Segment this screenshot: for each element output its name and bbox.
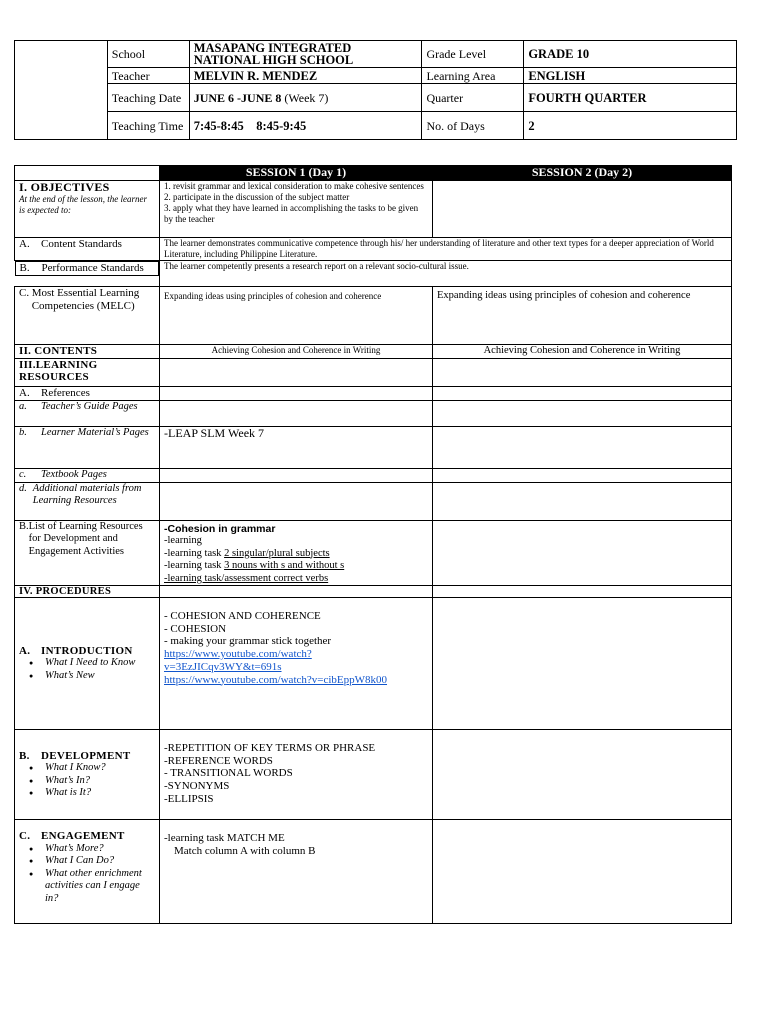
learner-material-label: b. Learner Material’s Pages: [15, 426, 160, 468]
bullet-item: ● What I Can Do?: [19, 855, 155, 868]
bullet-item: ● What’s In?: [19, 775, 155, 788]
resources-day1: [160, 358, 433, 386]
school-value: MASAPANG INTEGRATED NATIONAL HIGH SCHOOL: [189, 41, 422, 68]
intro-line: - COHESION AND COHERENCE: [164, 610, 321, 622]
eng-line: Match column A with column B: [174, 844, 316, 857]
melc-label: C. Most Essential Learning Competencies (MELC): [15, 287, 160, 345]
youtube-link-1[interactable]: https://www.youtube.com/watch? v=3EzJICqv3WY&t=691s: [164, 648, 312, 673]
introduction-bullets: [19, 657, 155, 682]
bullet-item: ● What I Know?: [19, 762, 155, 775]
bullet-item: ● What’s New: [19, 670, 155, 683]
bullet-item: ● What other enrichment activities can I engage in?: [19, 868, 155, 906]
intro-line: - making your grammar stick together: [164, 635, 332, 648]
objective-item: 3. apply what they have learned in accomplishing the tasks to be given by the teacher: [164, 203, 419, 224]
development-bullets: [19, 762, 155, 800]
teachers-guide-day2: [433, 400, 732, 426]
introduction-day1: [160, 598, 433, 730]
textbook-label: c. Textbook Pages: [15, 468, 160, 482]
intro-line: - COHESION: [164, 622, 227, 635]
resources-day2: [433, 358, 732, 386]
development-day1: [160, 730, 433, 820]
teaching-date-range: JUNE 6 -JUNE 8: [193, 90, 282, 105]
procedures-day2: [433, 586, 732, 598]
list-line: -learning: [164, 535, 202, 546]
youtube-link-2[interactable]: https://www.youtube.com/watch?v=cibEppW8k00: [164, 673, 388, 686]
references-day1: [160, 386, 433, 400]
dev-line: - TRANSITIONAL WORDS: [164, 767, 293, 780]
list-heading: -Cohesion in grammar: [164, 522, 276, 535]
objectives-day2: [433, 181, 732, 238]
list-line: -learning task/assessment correct verbs: [164, 572, 329, 584]
list-resources-label: B. List of Learning Resources for Development and Engagement Activities: [15, 520, 160, 586]
content-standards-label: A. Content Standards: [15, 238, 160, 261]
contents-day2: Achieving Cohesion and Coherence in Writing: [433, 345, 732, 359]
references-label: A. References: [15, 386, 160, 400]
development-label: B. DEVELOPMENT: [19, 749, 131, 762]
dev-line: -ELLIPSIS: [164, 792, 214, 805]
teacher-label: Teacher: [107, 68, 189, 84]
teaching-time-value: 7:45-8:45 8:45-9:45: [189, 112, 422, 140]
development-label-cell: [15, 730, 160, 820]
teaching-date-value: [189, 84, 422, 112]
teaching-date-label: Teaching Date: [107, 84, 189, 112]
additional-materials-day2: [433, 482, 732, 520]
teachers-guide-label: a. Teacher’s Guide Pages: [15, 400, 160, 426]
engagement-day1: [160, 820, 433, 924]
school-label: School: [107, 41, 189, 68]
objectives-day1: [160, 181, 433, 238]
list-line: -learning task 3 nouns with s and without s: [164, 560, 345, 571]
bullet-item: ● What’s More?: [19, 843, 155, 856]
introduction-label: A. INTRODUCTION: [19, 644, 133, 657]
textbook-day2: [433, 468, 732, 482]
eng-line: -learning task MATCH ME: [164, 832, 285, 844]
melc-day2: Expanding ideas using principles of cohesion and coherence: [433, 287, 732, 345]
objective-item: 2. participate in the discussion of the subject matter: [164, 192, 350, 202]
dev-line: -REFERENCE WORDS: [164, 754, 273, 767]
engagement-label: C. ENGAGEMENT: [19, 830, 125, 842]
content-standards-text: The learner demonstrates communicative competence through his/ her understanding of literature and other text types for a deeper appreciation of World Literature, including Philippine Literature.: [160, 238, 732, 261]
list-resources-day2: [433, 520, 732, 586]
learning-area-value: ENGLISH: [524, 68, 737, 84]
corner-cell: [15, 166, 160, 181]
objectives-subtitle: At the end of the lesson, the learner is expected to:: [19, 194, 147, 215]
performance-standards-label: B. Performance Standards: [15, 261, 160, 276]
contents-day1: Achieving Cohesion and Coherence in Writing: [160, 345, 433, 359]
teaching-time-label: Teaching Time: [107, 112, 189, 140]
quarter-value: FOURTH QUARTER: [524, 84, 737, 112]
objectives-title: I. OBJECTIVES: [19, 180, 110, 194]
teaching-date-week: (Week 7): [284, 90, 329, 105]
melc-day1: Expanding ideas using principles of cohesion and coherence: [160, 287, 433, 345]
engagement-label-cell: [15, 820, 160, 924]
header-table: [14, 40, 737, 140]
no-of-days-value: 2: [524, 112, 737, 140]
list-line: -learning task 2 singular/plural subjects: [164, 547, 330, 559]
list-resources-day1: [160, 520, 433, 586]
list-underlined: 2 singular/plural subjects: [224, 547, 330, 559]
session-2-header: SESSION 2 (Day 2): [433, 166, 732, 181]
development-day2: [433, 730, 732, 820]
bullet-item: ● What is It?: [19, 787, 155, 800]
performance-standards-text: The learner competently presents a research report on a relevant socio-cultural issue.: [160, 261, 732, 287]
teachers-guide-day1: [160, 400, 433, 426]
contents-label: II. CONTENTS: [15, 345, 160, 359]
introduction-label-cell: [15, 598, 160, 730]
session-1-header: SESSION 1 (Day 1): [160, 166, 433, 181]
learner-material-day2: [433, 426, 732, 468]
procedures-day1: [160, 586, 433, 598]
bullet-item: ● What I Need to Know: [19, 657, 155, 670]
additional-materials-day1: [160, 482, 433, 520]
textbook-day1: [160, 468, 433, 482]
objective-item: 1. revisit grammar and lexical consideration to make cohesive sentences: [164, 181, 424, 191]
dev-line: -SYNONYMS: [164, 780, 230, 793]
introduction-day2: [433, 598, 732, 730]
learner-material-day1: -LEAP SLM Week 7: [160, 426, 433, 468]
objectives-label-cell: [15, 181, 160, 238]
grade-level-label: Grade Level: [422, 41, 524, 68]
grade-level-value: GRADE 10: [524, 41, 737, 68]
list-underlined: 3 nouns with s and without s: [224, 560, 345, 571]
learning-area-label: Learning Area: [422, 68, 524, 84]
teacher-value: MELVIN R. MENDEZ: [189, 68, 422, 84]
quarter-label: Quarter: [422, 84, 524, 112]
header-blank-cell: [15, 41, 108, 140]
lesson-log-table: [14, 165, 732, 924]
dev-line: -REPETITION OF KEY TERMS OR PHRASE: [164, 742, 376, 754]
engagement-bullets: [19, 843, 155, 906]
references-day2: [433, 386, 732, 400]
procedures-title: IV. PROCEDURES: [15, 586, 160, 598]
no-of-days-label: No. of Days: [422, 112, 524, 140]
engagement-day2: [433, 820, 732, 924]
additional-materials-label: d. Additional materials from Learning Resources: [15, 482, 160, 520]
resources-title: III.LEARNING RESOURCES: [15, 358, 160, 386]
